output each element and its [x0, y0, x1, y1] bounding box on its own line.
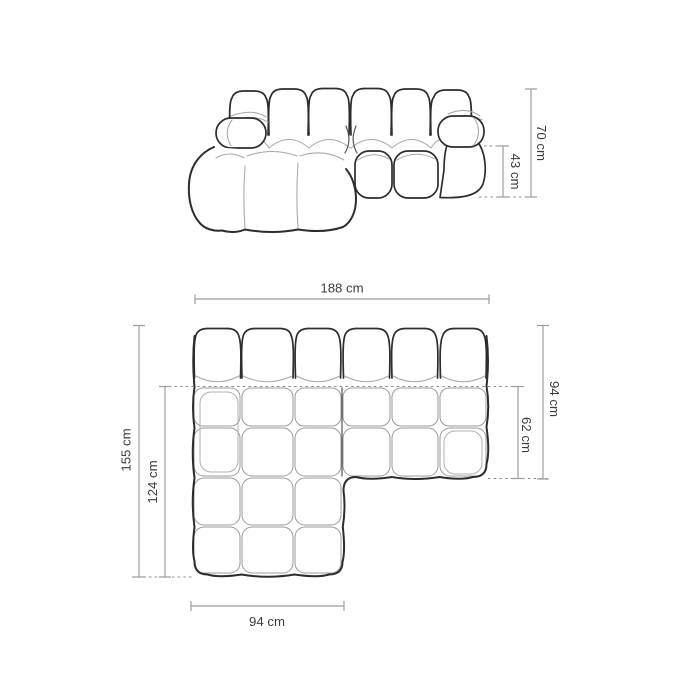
chaise-width-label: 94 cm: [249, 614, 285, 629]
plan-module-cells: [194, 388, 486, 573]
elevation-dimensions: [479, 89, 549, 197]
overall-length-label: 155 cm: [118, 428, 134, 472]
back-cushion: [269, 89, 309, 135]
overall-height-label: 70 cm: [534, 125, 549, 161]
dim-line-seat-height: [497, 146, 509, 197]
plan-view: [119, 281, 563, 630]
dim-line-chaise-length: [159, 387, 171, 578]
back-cushion: [309, 89, 350, 136]
dim-line-overall-length: [133, 326, 145, 578]
overall-depth-label: 94 cm: [547, 381, 562, 417]
overall-width-label: 188 cm: [320, 280, 364, 296]
dim-line-chaise-width: [191, 601, 344, 611]
seat-height-label: 43 cm: [508, 153, 523, 190]
plan-back-cushions: [194, 329, 486, 382]
elevation-view: [189, 89, 549, 234]
dim-line-overall-width: [195, 295, 489, 305]
back-cushion: [351, 89, 392, 136]
chaise-body: [189, 147, 356, 233]
chaise-section: [189, 147, 356, 233]
chaise-length-label: 124 cm: [145, 460, 160, 504]
armrest-right-roll: [438, 116, 484, 147]
back-cushion: [392, 89, 431, 135]
seat-depth-label: 62 cm: [519, 417, 534, 453]
armrest-left-roll: [216, 118, 266, 148]
